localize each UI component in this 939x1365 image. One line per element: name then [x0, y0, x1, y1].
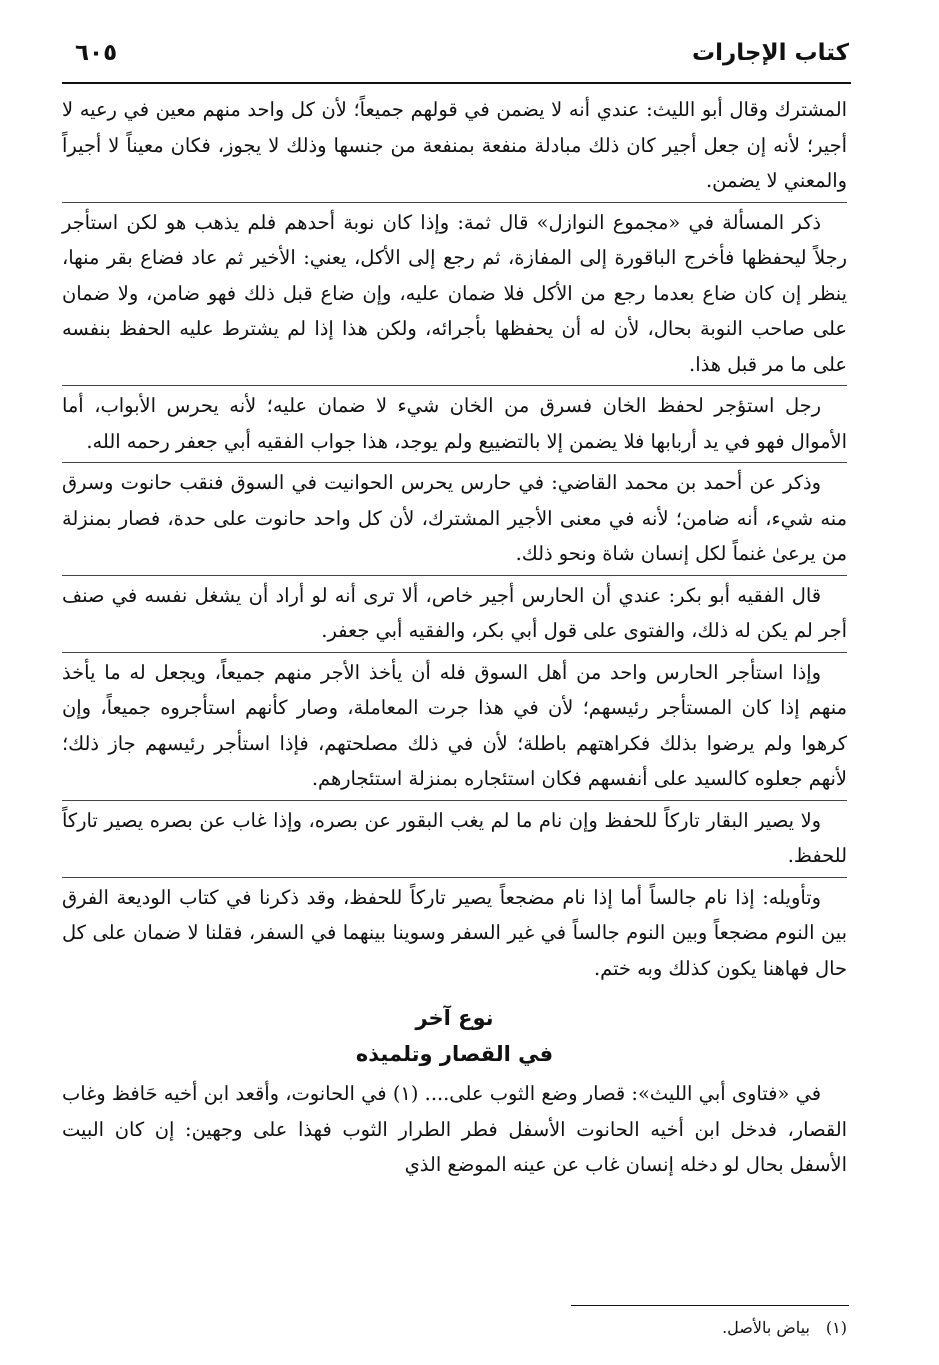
paragraph-divider — [62, 202, 847, 203]
paragraph-divider — [62, 877, 847, 878]
footnote — [722, 1316, 847, 1340]
paragraph: وذكر عن أحمد بن محمد القاضي: في حارس يحرس الحوانيت في السوق فنقب حانوت وسرق منه شيء، أنه ضامن؛ لأنه في معنى الأجير المشترك، لأن كل واحد حانوت على حدة، فصار بمنزلة من يرعىٰ غنماً لكل إنسان شاة ونحو ذلك. — [62, 471, 847, 565]
paragraph: وإذا استأجر الحارس واحد من أهل السوق فله أن يأخذ الأجر منهم جميعاً، ويجعل له ما يأخذ منهم إذا كان المستأجر رئيسهم؛ لأن في هذا جرت المعاملة، وصار كأنهم استأجروه جميعاً، وإن كرهوا ولم يرضوا بذلك فكراهتهم باطلة؛ لأن في ذلك مصلحتهم، فإذا استأجر رئيسهم جاز ذلك؛ لأنهم جعلوه كالسيد على أنفسهم فكان استئجاره بمنزلة استئجارهم. — [62, 660, 847, 790]
paragraph: ذكر المسألة في «مجموع النوازل» قال ثمة: وإذا كان نوبة أحدهم فلم يذهب هو لكن استأجر رجلاً ليحفظها فأخرج الباقورة إلى المفازة، ثم رجع إلى الأكل، يعني: الأخير ثم عاد فضاع بقر منها، ينظر إن كان ضاع بعدما رجع من الأكل فلا ضمان عليه، وإن ضاع قبل ذلك فهو ضامن، ولا ضمان على صاحب النوبة بحال، لأن له أن يحفظها بأجرائه، ولكن هذا إذا لم يشترط عليه الحفظ بنفسه على ما مر قبل هذا. — [62, 210, 847, 376]
paragraph: المشترك وقال أبو الليث: عندي أنه لا يضمن في قولهم جميعاً؛ لأن كل واحد منهم معين في رعيه لا أجير؛ لأنه إن جعل أجير كان ذلك مبادلة منفعة بمنفعة من جنسها وذلك لا يجوز، فكان معيناً لا أجيراً والمعني لا يضمن. — [62, 98, 847, 192]
section-subheading: في القصار وتلميذه — [355, 1042, 554, 1066]
paragraph: ولا يصير البقار تاركاً للحفظ وإن نام ما لم يغب البقور عن بصره، وإذا غاب عن بصره يصير تاركاً للحفظ. — [62, 808, 847, 867]
footnote-rule — [571, 1305, 849, 1306]
footnote-text: بياض بالأصل. — [722, 1318, 810, 1337]
paragraph-divider — [62, 385, 847, 386]
paragraph: وتأويله: إذا نام جالساً أما إذا نام مضجعاً يصير تاركاً للحفظ، وقد ذكرنا في كتاب الوديعة الفرق بين النوم مضجعاً وبين النوم جالساً في غير السفر وسوينا بينهما في السفر، فقلنا لا ضمان على كل حال فهاهنا يكون كذلك وبه ختم. — [62, 885, 847, 980]
paragraph-divider — [62, 462, 847, 463]
paragraph: رجل استؤجر لحفظ الخان فسرق من الخان شيء لا ضمان عليه؛ لأنه يحرس الأبواب، أما الأموال فهو في يد أربابها فلا يضمن إلا بالتضييع ولم يوجد، هذا جواب الفقيه أبي جعفر رحمه الله. — [62, 394, 847, 453]
running-title: كتاب الإجارات — [692, 40, 849, 66]
paragraph-divider — [62, 800, 847, 801]
header-rule — [62, 82, 851, 84]
paragraph: قال الفقيه أبو بكر: عندي أن الحارس أجير خاص، ألا ترى أنه لو أراد أن يشغل نفسه في صنف أجر لم يكن له ذلك، والفتوى على قول أبي بكر، والفقيه أبي جعفر. — [62, 583, 847, 642]
page-header — [60, 36, 849, 76]
page-number: ٦٠٥ — [75, 40, 118, 66]
footnote-marker: (١) — [825, 1318, 847, 1337]
section-heading-block — [62, 1000, 847, 1072]
paragraph-divider — [62, 652, 847, 653]
body-text — [62, 92, 847, 1183]
section-heading: نوع آخر — [415, 1006, 494, 1030]
paragraph-divider — [62, 575, 847, 576]
paragraph: في «فتاوى أبي الليث»: قصار وضع الثوب على.... (١) في الحانوت، وأقعد ابن أخيه حَافظ وغاب القصار، فدخل ابن أخيه الحانوت الأسفل فطر الطرار الثوب فهذا على وجهين: إن كان البيت الأسفل بحال لو دخله إنسان غاب عن عينه الموضع الذي — [62, 1082, 847, 1176]
